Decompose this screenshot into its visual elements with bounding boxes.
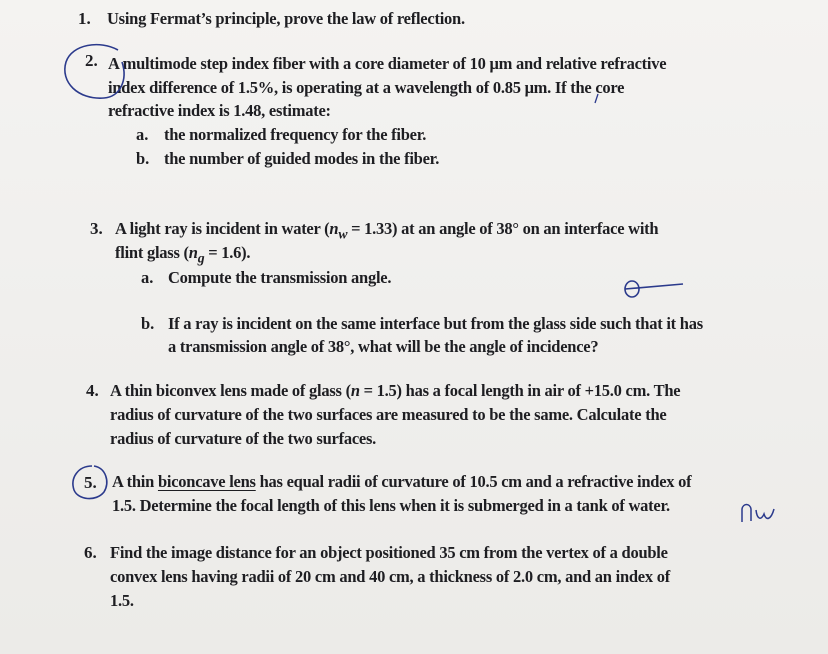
question-number: 2. bbox=[85, 51, 98, 70]
part-text: the number of guided modes in the fiber. bbox=[164, 149, 440, 168]
nw-note bbox=[742, 505, 774, 523]
part-text: the normalized frequency for the fiber. bbox=[164, 125, 427, 144]
part-label: a. bbox=[136, 125, 149, 144]
question-text-line: 1.5. bbox=[110, 591, 134, 610]
question-text-line: A thin biconcave lens has equal radii of curvature of 10.5 cm and a refractive index of bbox=[112, 472, 692, 491]
question-text-line: radius of curvature of the two surfaces. bbox=[110, 429, 377, 448]
part-label: b. bbox=[136, 149, 150, 168]
question-text-line: 1.5. Determine the focal length of this lens when it is submerged in a tank of water. bbox=[112, 496, 670, 515]
part-text: Compute the transmission angle. bbox=[168, 268, 392, 287]
question-number: 1. bbox=[78, 9, 91, 28]
question-text: Using Fermat’s principle, prove the law of reflection. bbox=[107, 9, 465, 28]
question-number: 6. bbox=[84, 543, 97, 562]
question-text-line: index difference of 1.5%, is operating at a wavelength of 0.85 μm. If the core bbox=[108, 78, 625, 97]
question-text-line: convex lens having radii of 20 cm and 40 cm, a thickness of 2.0 cm, and an index of bbox=[110, 567, 670, 586]
question-text-line: flint glass $(n_g = 1.6)$. bbox=[115, 243, 251, 266]
part-label: a. bbox=[141, 268, 154, 287]
question-number: 3. bbox=[90, 219, 103, 238]
part-text: a transmission angle of 38°, what will be the angle of incidence? bbox=[168, 337, 599, 356]
part-text: If a ray is incident on the same interface but from the glass side such that it has bbox=[168, 314, 703, 333]
question-text-line: radius of curvature of the two surfaces are measured to be the same. Calculate the bbox=[110, 405, 667, 424]
theta-note bbox=[625, 281, 683, 297]
question-text-line: A thin biconvex lens made of glass (n = 1.5) has a focal length in air of +15.0 cm. The bbox=[110, 381, 681, 400]
question-text-line: A light ray is incident in water $(n_w = 1.33)$ at an angle of 38° on an interface with bbox=[115, 219, 659, 242]
question-text-line: refractive index is 1.48, estimate: bbox=[108, 101, 331, 120]
question-number: 4. bbox=[86, 381, 99, 400]
part-label: b. bbox=[141, 314, 155, 333]
question-number: 5. bbox=[84, 473, 97, 492]
question-text-line: Find the image distance for an object positioned 35 cm from the vertex of a double bbox=[110, 543, 668, 562]
question-text-line: A multimode step index fiber with a core diameter of 10 μm and relative refractive bbox=[108, 54, 667, 73]
